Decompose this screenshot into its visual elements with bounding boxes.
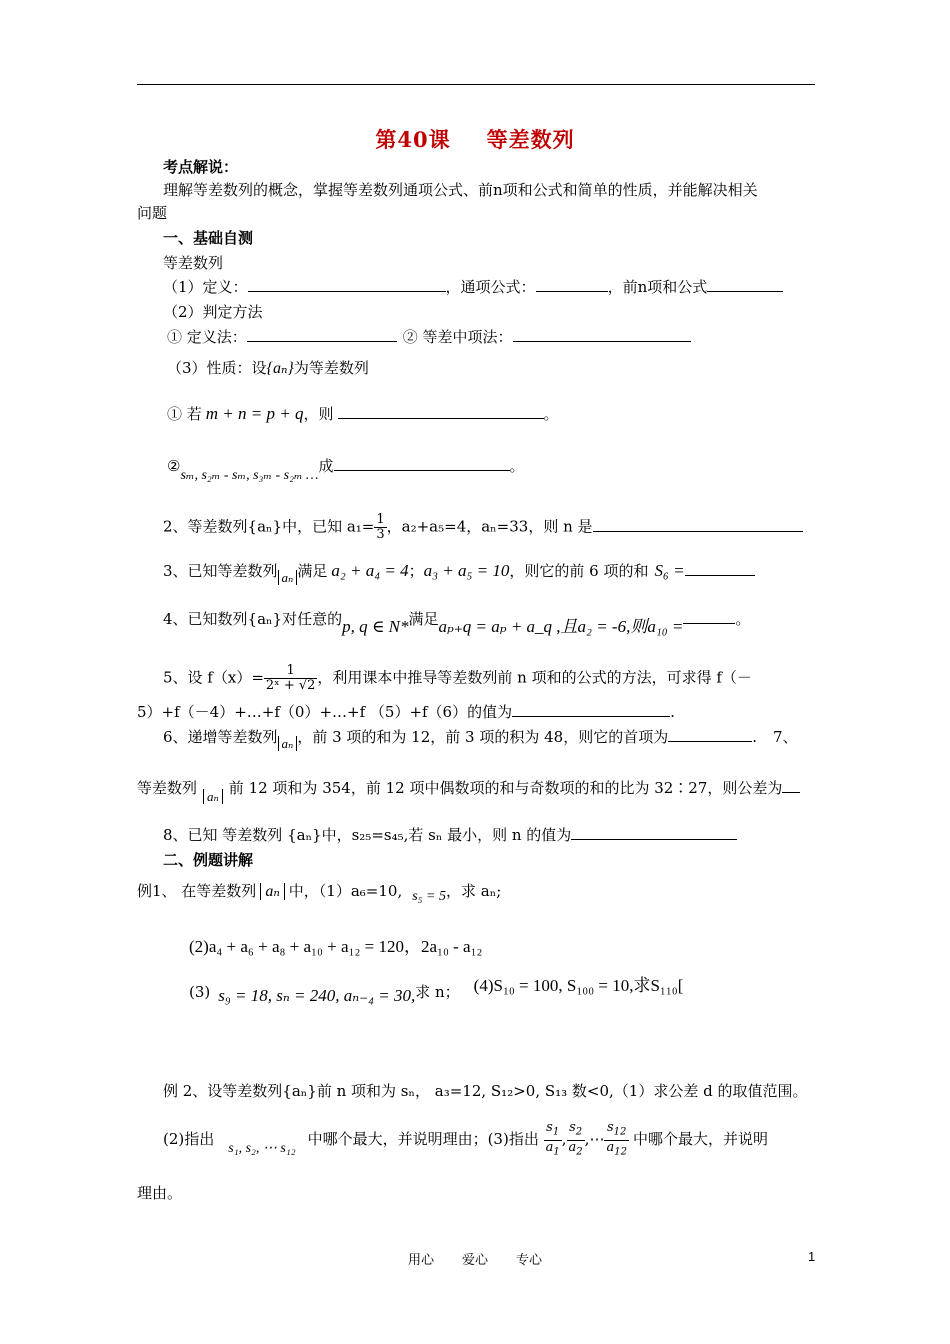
blank-middle-term-method[interactable] [513, 327, 691, 342]
blank-definition[interactable] [248, 277, 446, 292]
header-rule [137, 84, 815, 85]
blank-item-4[interactable] [683, 609, 735, 624]
blank-sum-formula[interactable] [707, 277, 783, 292]
blank-property-2[interactable] [334, 456, 510, 471]
property-line: （3）性质：设{aₙ}为等差数列 [167, 359, 369, 377]
blank-item-3[interactable] [685, 561, 755, 576]
item-5-line-2: 5）+f（－4）+…+f（0）+…+f （5）+f（6）的值为 . [137, 703, 675, 721]
example-1-part-3: (3) s₉ = 18, sₙ = 240, aₙ₋₄ = 30,求 n； (4)S₁₀ = 100, S₁₀₀ = 10,求S₁₁₀[ [189, 976, 684, 1005]
fraction-s2-a2: $\frac{s_2}{a_2}$ [568, 1120, 583, 1158]
item-6: 6、递增等差数列 aₙ ，前 3 项的和为 12，前 3 项的积为 48，则它的首项为 . 7、 [163, 728, 798, 751]
blank-item-8[interactable] [571, 825, 737, 840]
judgment-line: ① 定义法： ② 等差中项法： [167, 327, 691, 347]
fraction-s1-a1: $\frac{s_1}{a_1}$ [545, 1120, 560, 1158]
definition-line: （1）定义： ，通项公式： ，前n项和公式 [163, 277, 783, 297]
formula-mnpq: m + n = p + q [205, 404, 304, 423]
item-7: 等差数列 aₙ 前 12 项和为 354，前 12 项中偶数项的和与奇数项的和的比为 32∶27，则公差为 [137, 778, 800, 799]
blank-definition-method[interactable] [247, 327, 397, 342]
blank-general-term[interactable] [536, 277, 608, 292]
fraction-one-third: $\frac{1}{3}$ [376, 512, 385, 542]
fraction-f-x: $\frac{1}{\text{2ˣ + √2}}$ [265, 663, 316, 693]
blank-item-6[interactable] [668, 727, 752, 742]
intro-text-2: 问题 [137, 204, 168, 222]
item-4: 4、已知数列{aₙ}对任意的p, q ∈ N*满足aₚ₊q = aₚ + a_q ,且a₂ = -6,则a₁₀ = 。 [163, 610, 751, 636]
item-3: 3、已知等差数列 aₙ 满足 a₂ + a₄ = 4；a₃ + a₅ = 10，则它的前 6 项的和 S₆ = [163, 561, 755, 582]
section1-sub: 等差数列 [163, 254, 224, 272]
example-2-line-3: 理由。 [137, 1184, 183, 1202]
item-8: 8、已知 等差数列 {aₙ}中，s₂₅=s₄₅,若 sₙ 最小，则 n 的值为 [163, 825, 737, 845]
blank-property-1[interactable] [338, 404, 544, 419]
blank-item-2[interactable] [593, 517, 803, 532]
property-2: ②sₘ, s₂ₘ - sₘ, s₃ₘ - s₂ₘ …成 。 [167, 457, 525, 483]
formula-partial-sums: sₘ, s₂ₘ - sₘ, s₃ₘ - s₂ₘ … [180, 468, 319, 483]
section2-heading: 二、例题讲解 [163, 851, 254, 869]
lesson-number: 第40课 [375, 127, 451, 152]
intro-text-1: 理解等差数列的概念，掌握等差数列通项公式、前n项和公式和简单的性质，并能解决相关 [163, 181, 758, 199]
example-1-part-2: (2)a₄ + a₆ + a₈ + a₁₀ + a₁₂ = 120，2a₁₀ - a₁₂ [189, 937, 483, 956]
property-1: ① 若 m + n = p + q，则 。 [167, 404, 559, 423]
example-1-part-4: (4)S₁₀ = 100, S₁₀₀ = 10,求S₁₁₀[ [473, 976, 684, 995]
intro-heading: 考点解说： [163, 158, 239, 176]
item-5: 5、设 f（x）= $\frac{1}{\text{2ˣ + √2}}$ ，利用课本中推导等差数列前 n 项和的公式的方法，可求得 f（－ [163, 663, 752, 693]
sequence-an: {aₙ} [266, 360, 294, 377]
fraction-s12-a12: $\frac{s_{12}}{a_{12}}$ [606, 1120, 627, 1158]
blank-item-5[interactable] [512, 702, 670, 717]
judgment-heading: （2）判定方法 [163, 303, 263, 321]
item-2: 2、等差数列{aₙ}中，已知 a₁= $\frac{1}{3}$ ，a₂+a₅=4，aₙ=33，则 n 是 [163, 513, 803, 542]
page-number: 1 [808, 1249, 816, 1264]
example-2-line-1: 例 2、设等差数列{aₙ}前 n 项和为 sₙ， a₃=12, S₁₂>0, S₁₃ 数<0,（1）求公差 d 的取值范围。 [163, 1082, 808, 1100]
blank-item-7[interactable] [782, 778, 800, 793]
page-title [0, 124, 950, 154]
lesson-topic: 等差数列 [486, 127, 575, 152]
section1-heading: 一、基础自测 [163, 229, 254, 247]
example-1: 例1、 在等差数列 aₙ 中，（1）a₆=10, s₅ = 5，求 aₙ; [137, 882, 502, 904]
footer: 用心 爱心 专心 [407, 1253, 543, 1268]
example-2-line-2: (2)指出s₁, s₂, ⋯ s₁₂中哪个最大，并说明理由；(3)指出 $\frac{s_1}{a_1}$ , $\frac{s_2}{a_2}$ ,⋯ $\frac{s_{12}}{a_{12}}$ 中哪个最大，并说明 [163, 1120, 768, 1158]
